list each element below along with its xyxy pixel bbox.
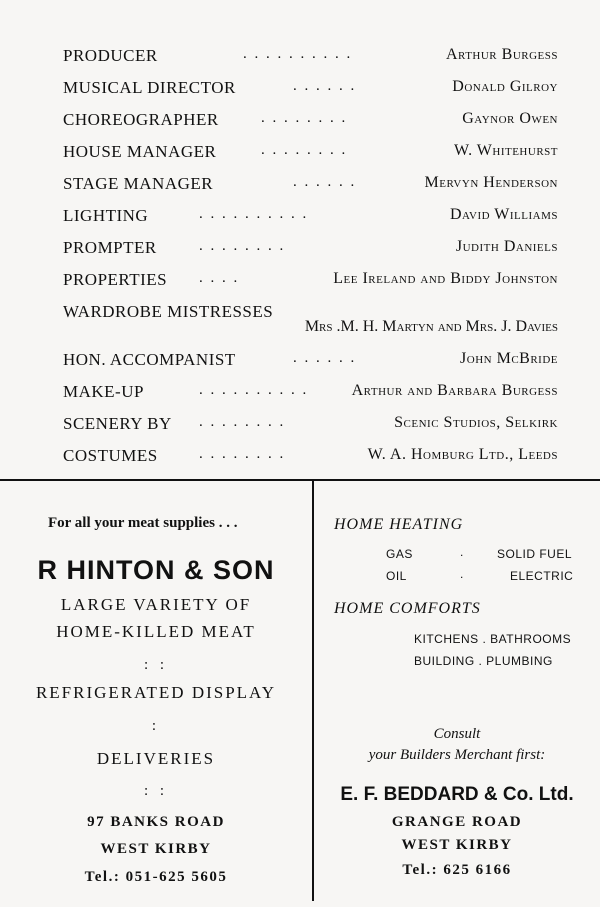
advert-business-name: R HINTON & SON [37,555,275,585]
credit-leader-dots: . . . . . . . . [261,142,348,158]
advert-item: OIL [386,569,407,583]
credit-name: Arthur and Barbara Burgess [351,382,558,399]
advert-dot: . [460,567,464,581]
advert-heading: HOME COMFORTS [334,600,481,617]
credit-role: MUSICAL DIRECTOR [63,78,236,97]
advert-line: REFRIGERATED DISPLAY [35,683,277,702]
credit-row [63,142,558,166]
credit-row [63,414,558,438]
credit-name: David Williams [449,206,558,223]
advert-item: SOLID FUEL [497,547,573,561]
credit-leader-dots: . . . . [199,270,240,286]
credit-leader-dots: . . . . . . . . . . [199,206,309,222]
credit-role: PROMPTER [63,238,157,257]
credit-name: Mervyn Henderson [424,174,558,191]
credit-name: Scenic Studios, Selkirk [394,414,558,431]
credit-role: LIGHTING [63,206,149,225]
credit-leader-dots: . . . . . . . . . . [243,46,353,62]
advert-item: BUILDING . PLUMBING [414,654,553,668]
credit-row [63,206,558,230]
credit-name: John McBride [460,350,558,367]
advert-item: KITCHENS . BATHROOMS [414,632,572,646]
advert-intro: For all your meat supplies . . . [48,515,238,531]
advert-address: GRANGE ROAD [391,814,523,830]
credit-row [63,46,558,70]
wardrobe-names: Mrs .M. H. Martyn and Mrs. J. Davies [304,318,558,335]
credit-role: MAKE-UP [63,382,144,401]
credit-row [63,238,558,262]
credit-role: HON. ACCOMPANIST [63,350,236,369]
credit-leader-dots: . . . . . . [293,78,357,94]
credit-leader-dots: . . . . . . . . . . [199,382,309,398]
credit-role: WARDROBE MISTRESSES [63,302,274,321]
credit-name: W. A. Homburg Ltd., Leeds [367,446,558,463]
credit-role: PROPERTIES [63,270,168,289]
advert-line: LARGE VARIETY OF [60,595,252,614]
credit-name: Judith Daniels [455,238,558,255]
hinton-advert [0,481,312,901]
credit-leader-dots: . . . . . . . . [199,446,286,462]
credit-row [63,446,558,470]
advert-separator: : [151,718,161,734]
credit-row [63,350,558,374]
credit-name: W. Whitehurst [453,142,558,159]
advert-phone: Tel.: 625 6166 [402,862,512,878]
advert-separator: : : [143,783,169,799]
credit-row [63,382,558,406]
advert-address: WEST KIRBY [401,837,513,853]
credit-name: Donald Gilroy [452,78,558,95]
credit-row [63,110,558,134]
credit-role: PRODUCER [63,46,158,65]
advert-consult: your Builders Merchant first: [368,747,546,763]
beddard-advert [314,481,600,901]
advert-business-name: E. F. BEDDARD & Co. Ltd. [340,784,574,805]
advert-line: HOME-KILLED MEAT [56,622,256,641]
credit-leader-dots: . . . . . . . . [199,238,286,254]
advert-address: WEST KIRBY [100,841,212,857]
credit-leader-dots: . . . . . . . . [261,110,348,126]
credit-row [63,270,558,294]
advert-address: 97 BANKS ROAD [87,814,225,830]
credit-name: Lee Ireland and Biddy Johnston [333,270,558,287]
credit-leader-dots: . . . . . . [293,174,357,190]
advert-item: ELECTRIC [510,569,574,583]
credit-leader-dots: . . . . . . [293,350,357,366]
advert-heading: HOME HEATING [334,516,464,533]
credit-role: COSTUMES [63,446,158,465]
credit-role: SCENERY BY [63,414,172,433]
credit-role: STAGE MANAGER [63,174,214,193]
advert-line: DELIVERIES [96,749,216,768]
advert-consult: Consult [433,726,481,742]
advert-phone: Tel.: 051-625 5605 [84,869,228,885]
credit-leader-dots: . . . . . . . . [199,414,286,430]
advert-separator: : : [143,657,169,673]
advert-item: GAS [386,547,413,561]
advert-dot: . [460,545,464,559]
credit-role: CHOREOGRAPHER [63,110,219,129]
credit-name: Gaynor Owen [462,110,558,127]
credit-role: HOUSE MANAGER [63,142,217,161]
credit-row [63,78,558,102]
credit-name: Arthur Burgess [445,46,558,63]
credit-row [63,174,558,198]
